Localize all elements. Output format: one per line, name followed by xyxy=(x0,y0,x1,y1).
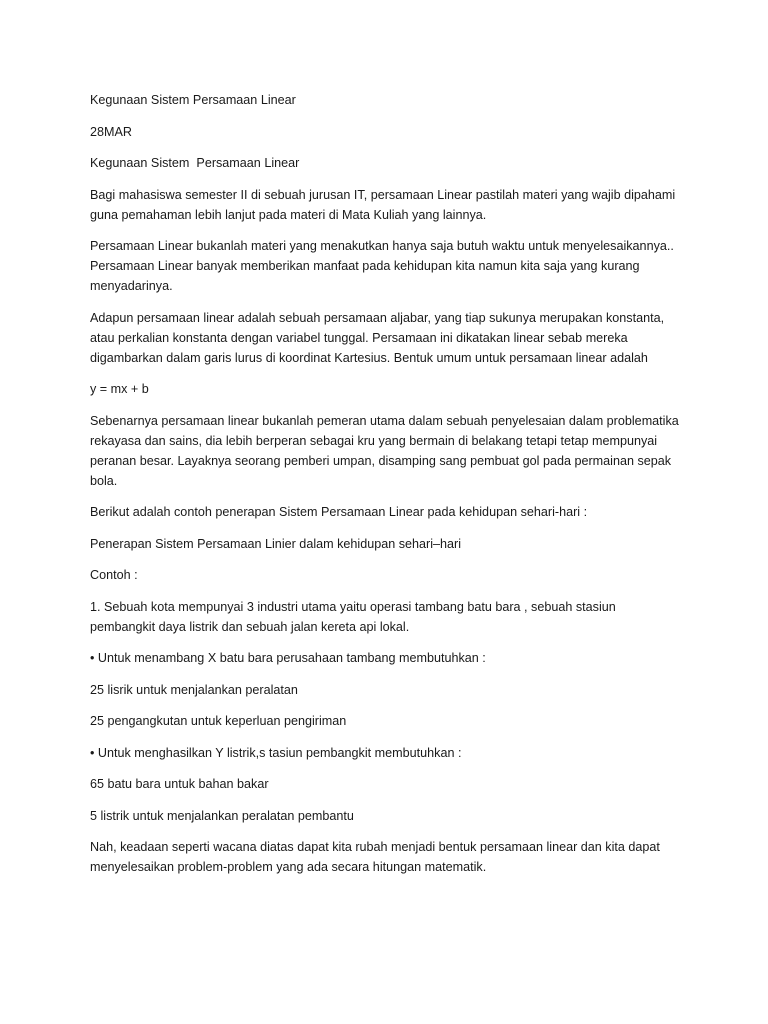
post-date: 28MAR xyxy=(90,124,132,139)
example-item: 1. Sebuah kota mempunyai 3 industri utama yaitu operasi tambang batu bara , sebuah stasiun pembangkit daya listrik dan sebuah jalan kereta api lokal. xyxy=(90,599,620,634)
body-paragraph: Nah, keadaan seperti wacana diatas dapat kita rubah menjadi bentuk persamaan linear dan kita dapat menyelesaikan problem-problem yang ada secara hitungan matematik. xyxy=(90,840,664,874)
subheading: Penerapan Sistem Persamaan Linier dalam kehidupan sehari–hari xyxy=(90,536,462,551)
body-paragraph: Persamaan Linear bukanlah materi yang menakutkan hanya saja butuh waktu untuk menyelesaikannya.. Persamaan Linear banyak memberikan manfaat pada kehidupan kita namun kita saja yang kurang menyadarinya. xyxy=(90,239,678,293)
document-body xyxy=(90,90,682,889)
bullet-item: • Untuk menambang X batu bara perusahaan tambang membutuhkan : xyxy=(90,651,486,665)
document-title: Kegunaan Sistem Persamaan Linear xyxy=(90,93,296,107)
bullet-item: • Untuk menghasilkan Y listrik,s tasiun pembangkit membutuhkan : xyxy=(90,745,462,760)
list-line: 65 batu bara untuk bahan bakar xyxy=(90,777,269,791)
formula-line: y = mx + b xyxy=(90,382,149,396)
body-paragraph: Berikut adalah contoh penerapan Sistem Persamaan Linear pada kehidupan sehari-hari : xyxy=(90,505,588,519)
section-heading: Kegunaan Sistem Persamaan Linear xyxy=(90,156,300,170)
body-paragraph: Bagi mahasiswa semester II di sebuah jurusan IT, persamaan Linear pastilah materi yang wajib dipahami guna pemahaman lebih lanjut pada materi di Mata Kuliah yang lainnya. xyxy=(90,187,679,222)
list-line: 25 lisrik untuk menjalankan peralatan xyxy=(90,682,298,697)
list-line: 5 listrik untuk menjalankan peralatan pembantu xyxy=(90,808,354,823)
body-paragraph: Sebenarnya persamaan linear bukanlah pemeran utama dalam sebuah penyelesaian dalam problematika rekayasa dan sains, dia lebih berperan sebagai kru yang bermain di belakang tetapi tetap mempunyai peranan besar. Layaknya seorang pemberi umpan, disamping sang pembuat gol pada permainan sepak bola. xyxy=(90,413,683,488)
body-paragraph: Adapun persamaan linear adalah sebuah persamaan aljabar, yang tiap sukunya merupakan konstanta, atau perkalian konstanta dengan variabel tunggal. Persamaan ini dikatakan linear sebab mereka digambarkan dalam garis lurus di koordinat Kartesius. Bentuk umum untuk persamaan linear adalah xyxy=(90,310,668,365)
list-line: 25 pengangkutan untuk keperluan pengiriman xyxy=(90,714,347,728)
example-label: Contoh : xyxy=(90,568,138,582)
